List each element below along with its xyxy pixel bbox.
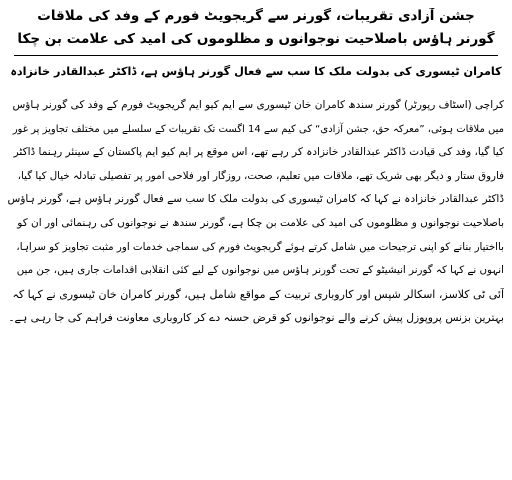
article-line: بہترین بزنس پروپوزل پیش کرنے والے نوجوانوں کو قرض حسنہ دے کر کاروباری معاونت فراہم کی جا رہی ہے۔ — [8, 311, 504, 325]
article-line: کراچی (اسٹاف رپورٹر) گورنر سندھ کامران خان ٹیسوری سے ایم کیو ایم گریجویٹ فورم کے وفد کی گورنر ہاؤس — [12, 99, 504, 111]
headline-secondary: گورنر ہاؤس باصلاحیت نوجوانوں و مظلوموں کی امید کی علامت بن چکا — [17, 31, 495, 47]
article-body — [8, 94, 504, 330]
article-line: انہوں نے کہا کہ گورنر انیشیٹو کے تحت گورنر ہاؤس میں نوجوانوں کے لیے کئی انقلابی اقدامات جاری ہیں، جن میں — [16, 264, 504, 277]
headline-quote: کامران ٹیسوری کی بدولت ملک کا سب سے فعال گورنر ہاؤس ہے، ڈاکٹر عبدالقادر خانزادہ — [10, 65, 502, 78]
article-line: باصلاحیت نوجوانوں و مظلوموں کی امید کی علامت بن چکا ہے، گورنر سندھ نے نوجوانوں کی رہنمائی اور ان کو — [17, 216, 504, 229]
headline-main: جشن آزادی تقریبات، گورنر سے گریجویٹ فورم کے وفد کی ملاقات — [37, 8, 475, 24]
article-line: کیا گیا، وفد کی قیادت ڈاکٹر عبدالقادر خانزادہ کر رہے تھے، اس موقع پر ایم کیو ایم پاکستان کے سینئر رہنما ڈاکٹر — [13, 146, 504, 159]
article-line: میں ملاقات ہوئی، ”معرکہ حق، جشن آزادی“ کی کیم سے 14 اگست تک تقریبات کے سلسلے میں مختلف تجاویز پر غور — [12, 123, 504, 135]
headline-divider — [14, 55, 498, 56]
article-line: بااختیار بنانے کو اپنی ترجیحات میں شامل کرتے ہوئے گریجویٹ فورم کی سماجی خدمات اور مثبت تجاویز کو سراہا، — [16, 240, 504, 253]
article-line: ڈاکٹر عبدالقادر خانزادہ نے کہا کہ کامران ٹیسوری کی بدولت ملک کا سب سے فعال گورنر ہاؤس ہے، گورنر ہاؤس — [8, 193, 504, 206]
article-line: آئی ٹی کلاسز، اسکالر شپس اور کاروباری تربیت کے مواقع شامل ہیں، گورنر کامران خان ٹیسوری نے کہا کہ — [12, 287, 504, 301]
article-line: فاروق ستار و دیگر بھی شریک تھے، ملاقات میں تعلیم، صحت، روزگار اور فلاحی امور پر تفصیلی تبادلہ خیال کیا گیا، — [17, 169, 504, 182]
